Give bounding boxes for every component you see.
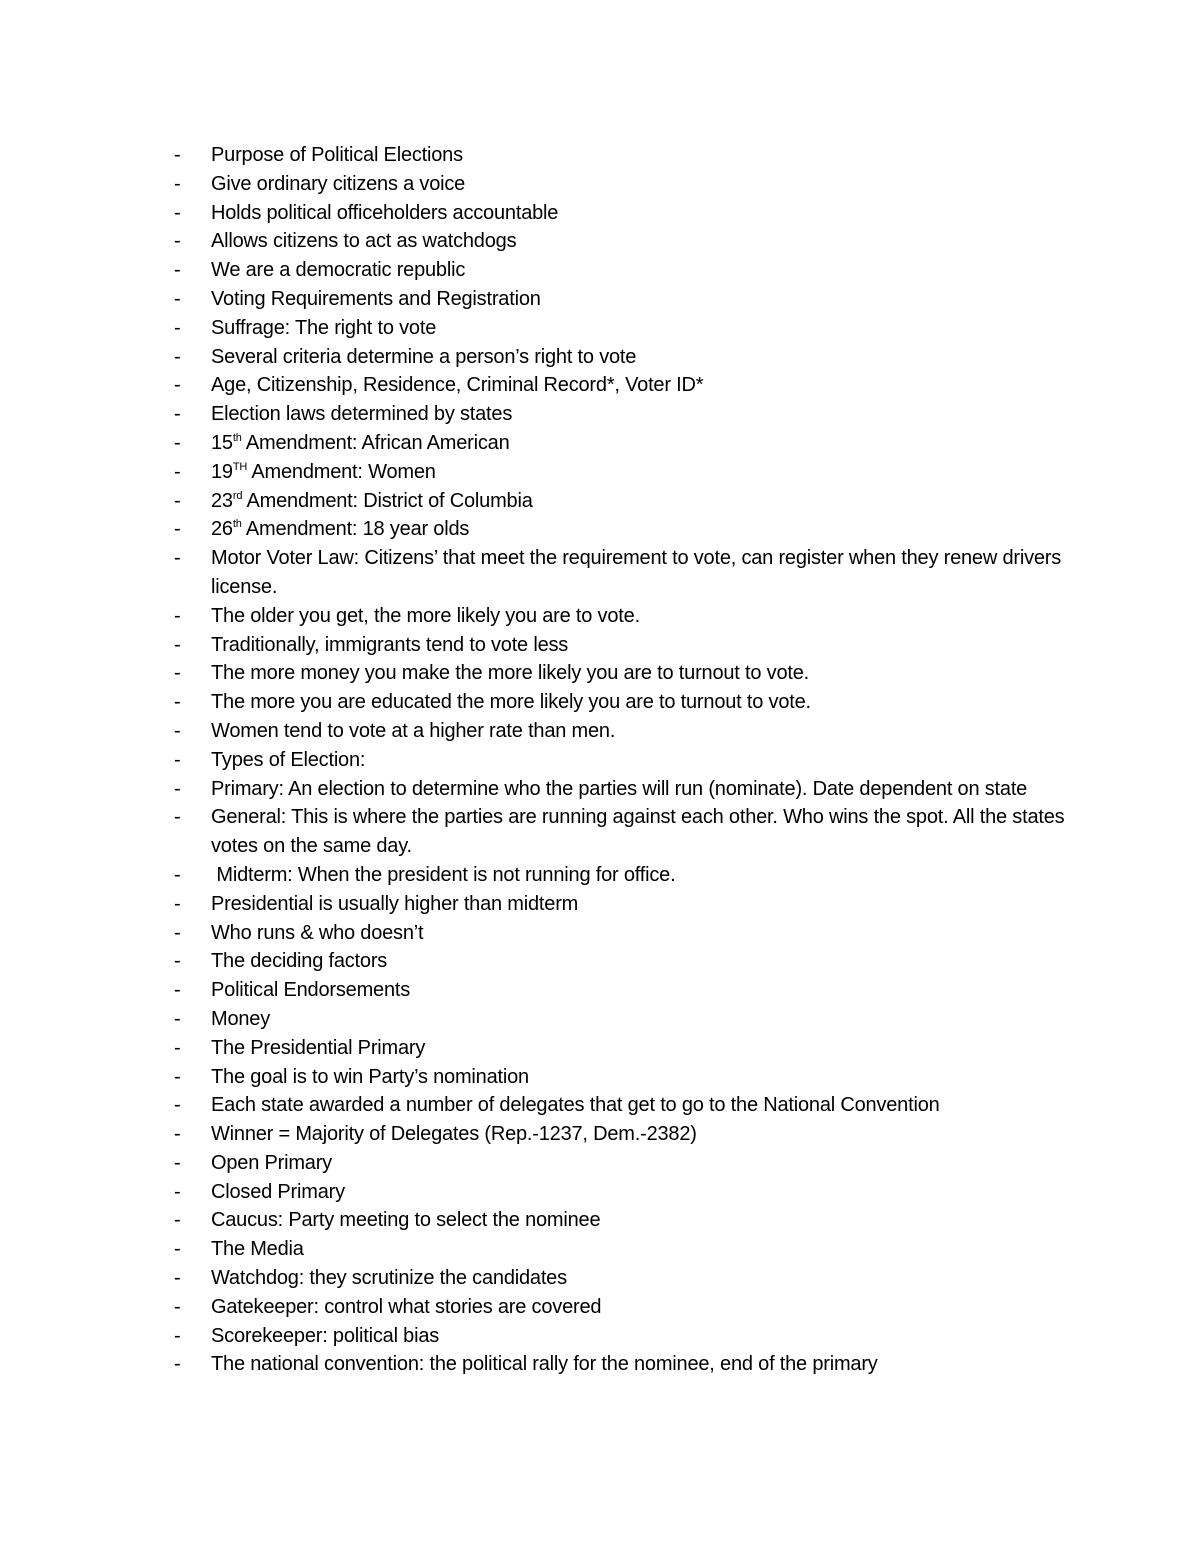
bullet-dash: - [174, 1209, 181, 1232]
bullet-dash: - [174, 201, 181, 224]
list-item-text: Midterm: When the president is not running for office. [211, 863, 676, 886]
list-item-body: Amendment: District of Columbia [242, 489, 533, 512]
bullet-dash: - [174, 662, 181, 685]
bullet-dash: - [174, 1036, 181, 1059]
list-item-text: Closed Primary [211, 1180, 345, 1203]
ordinal-suffix: TH [232, 460, 248, 473]
list-item-text [211, 487, 1074, 516]
list-item-text: The goal is to win Party’s nomination [211, 1065, 529, 1088]
bullet-dash: - [174, 1267, 181, 1290]
bullet-dash: - [174, 1324, 181, 1347]
list-item [174, 717, 1074, 746]
list-item [174, 487, 1074, 516]
bullet-dash: - [174, 144, 181, 166]
list-item-text: The Media [211, 1238, 304, 1261]
ordinal-number: 19 [211, 460, 233, 483]
bullet-dash: - [174, 1151, 181, 1174]
bullet-dash: - [174, 403, 181, 426]
list-item-text: Caucus: Party meeting to select the nominee [211, 1209, 601, 1232]
list-item [174, 1264, 1074, 1293]
bullet-dash: - [174, 719, 181, 742]
bullet-dash: - [174, 172, 181, 195]
list-item-text: General: This is where the parties are running against each other. Who wins the spot. All the states votes on the same day. [211, 806, 1070, 858]
bullet-dash: - [174, 1353, 181, 1376]
bullet-dash: - [174, 1238, 181, 1261]
list-item-text: Scorekeeper: political bias [211, 1324, 440, 1347]
bullet-dash: - [174, 547, 181, 570]
bullet-dash: - [174, 1295, 181, 1318]
list-item-text: Election laws determined by states [211, 403, 513, 426]
bullet-dash: - [174, 863, 181, 886]
list-item-body: Amendment: African American [241, 431, 510, 454]
list-item-text: Voting Requirements and Registration [211, 287, 541, 310]
list-item [174, 515, 1074, 544]
list-item [174, 919, 1074, 948]
list-item-text: Money [211, 1007, 271, 1030]
bullet-dash: - [174, 950, 181, 973]
bullet-dash: - [174, 1065, 181, 1088]
list-item [174, 227, 1074, 256]
list-item [174, 1350, 1074, 1379]
list-item [174, 1235, 1074, 1264]
list-item [174, 458, 1074, 487]
list-item [174, 1063, 1074, 1092]
list-item-text [211, 429, 1074, 458]
list-item-text: Women tend to vote at a higher rate than men. [211, 719, 616, 742]
list-item-text: The national convention: the political rally for the nominee, end of the primary [211, 1353, 878, 1376]
list-item [174, 1293, 1074, 1322]
list-item [174, 400, 1074, 429]
bullet-dash: - [174, 259, 181, 282]
bullet-dash: - [174, 633, 181, 656]
bullet-dash: - [174, 489, 181, 512]
list-item-text: Several criteria determine a person’s right to vote [211, 345, 637, 368]
list-item [174, 1206, 1074, 1235]
list-item [174, 1322, 1074, 1351]
list-item [174, 688, 1074, 717]
ordinal-suffix: th [232, 431, 242, 444]
list-item [174, 659, 1074, 688]
list-item-text: Presidential is usually higher than midterm [211, 892, 579, 915]
list-item-text: The older you get, the more likely you are to vote. [211, 604, 640, 627]
list-item [174, 544, 1074, 602]
ordinal-suffix: rd [232, 489, 243, 502]
bullet-dash: - [174, 287, 181, 310]
bullet-dash: - [174, 979, 181, 1002]
list-item-text: Who runs & who doesn’t [211, 921, 424, 944]
list-item-text: Holds political officeholders accountable [211, 201, 559, 224]
list-item-text: Types of Election: [211, 748, 366, 771]
list-item [174, 285, 1074, 314]
bullet-dash: - [174, 316, 181, 339]
list-item-text: Allows citizens to act as watchdogs [211, 230, 517, 253]
list-item [174, 803, 1074, 861]
list-item-text: Motor Voter Law: Citizens’ that meet the requirement to vote, can register when they renew drivers license. [211, 547, 1067, 598]
bullet-dash: - [174, 1094, 181, 1117]
list-item [174, 890, 1074, 919]
bullet-dash: - [174, 921, 181, 944]
list-item-body: Amendment: Women [247, 460, 436, 483]
bullet-dash: - [174, 230, 181, 253]
list-item-text: The more you are educated the more likely you are to turnout to vote. [211, 691, 811, 714]
list-item [174, 429, 1074, 458]
list-item [174, 1034, 1074, 1063]
list-item [174, 371, 1074, 400]
list-item [174, 141, 1074, 170]
bullet-dash: - [174, 892, 181, 915]
list-item-text: Political Endorsements [211, 979, 411, 1002]
list-item [174, 602, 1074, 631]
list-item-text: Age, Citizenship, Residence, Criminal Record*, Voter ID* [211, 374, 704, 397]
list-item-text: Primary: An election to determine who the parties will run (nominate). Date dependent on state [211, 777, 1028, 800]
list-item-text: The Presidential Primary [211, 1036, 426, 1059]
list-item-text: Suffrage: The right to vote [211, 316, 437, 339]
list-item [174, 199, 1074, 228]
list-item [174, 170, 1074, 199]
ordinal-number: 23 [211, 489, 233, 512]
bullet-dash: - [174, 1007, 181, 1030]
ordinal-suffix: th [232, 518, 242, 531]
bullet-dash: - [174, 460, 181, 483]
list-item [174, 976, 1074, 1005]
list-item [174, 343, 1074, 372]
list-item [174, 1120, 1074, 1149]
list-item-text: Gatekeeper: control what stories are covered [211, 1295, 602, 1318]
notes-bullet-list [174, 141, 1074, 1379]
list-item-text: Traditionally, immigrants tend to vote less [211, 633, 569, 656]
bullet-dash: - [174, 431, 181, 454]
list-item-text: The deciding factors [211, 950, 388, 973]
list-item-body: Amendment: 18 year olds [241, 518, 470, 541]
list-item-text: Open Primary [211, 1151, 332, 1174]
list-item [174, 1178, 1074, 1207]
list-item [174, 1149, 1074, 1178]
ordinal-number: 26 [211, 518, 233, 541]
list-item-text [211, 515, 1074, 544]
bullet-dash: - [174, 518, 181, 541]
list-item [174, 256, 1074, 285]
list-item-text: The more money you make the more likely you are to turnout to vote. [211, 662, 810, 685]
list-item [174, 1005, 1074, 1034]
list-item-text: Watchdog: they scrutinize the candidates [211, 1267, 567, 1290]
list-item [174, 861, 1074, 890]
list-item-text: Purpose of Political Elections [211, 144, 463, 166]
bullet-dash: - [174, 748, 181, 771]
list-item [174, 746, 1074, 775]
bullet-dash: - [174, 1123, 181, 1146]
list-item [174, 775, 1074, 804]
list-item-text [211, 458, 1074, 487]
ordinal-number: 15 [211, 431, 233, 454]
bullet-dash: - [174, 777, 181, 800]
bullet-dash: - [174, 604, 181, 627]
list-item [174, 1091, 1074, 1120]
bullet-dash: - [174, 806, 181, 829]
bullet-dash: - [174, 1180, 181, 1203]
bullet-dash: - [174, 374, 181, 397]
list-item-text: Give ordinary citizens a voice [211, 172, 466, 195]
list-item [174, 947, 1074, 976]
bullet-dash: - [174, 345, 181, 368]
list-item [174, 314, 1074, 343]
list-item [174, 631, 1074, 660]
list-item-text: Each state awarded a number of delegates that get to go to the National Convention [211, 1094, 940, 1117]
list-item-text: We are a democratic republic [211, 259, 466, 282]
list-item-text: Winner = Majority of Delegates (Rep.-1237, Dem.-2382) [211, 1123, 697, 1146]
bullet-dash: - [174, 691, 181, 714]
